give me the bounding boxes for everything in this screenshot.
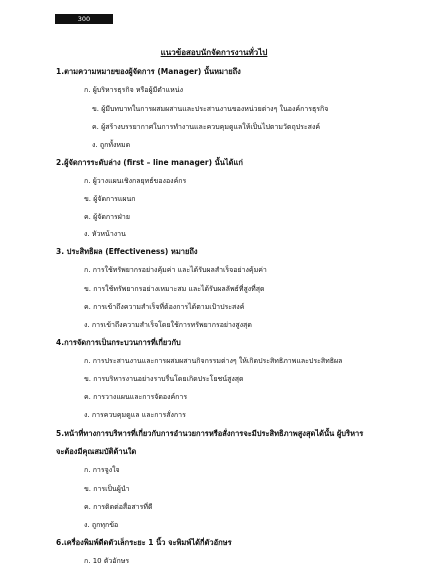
question-5: 5.หน้าที่ทางการบริหารที่เกี่ยวกับการอำนวยการหรือสั่งการจะมีประสิทธิภาพสูงสุดได้นั้น ผู้บริหาร (56, 429, 364, 438)
question-4-option-b: ข. การบริหารงานอย่างราบรื่นโดยเกิดประโยชน์สูงสุด (84, 375, 244, 383)
question-1-option-c: ค. ผู้สร้างบรรยากาศในการทำงานและควบคุมดูแลให้เป็นไปตามวัตถุประสงค์ (92, 123, 321, 131)
question-1-option-d: ง. ถูกทั้งหมด (92, 141, 131, 149)
question-2-option-b: ข. ผู้จัดการแผนก (84, 195, 136, 203)
question-5-option-b: ข. การเป็นผู้นำ (84, 485, 130, 493)
question-2-option-c: ค. ผู้จัดการฝ่าย (84, 213, 130, 221)
question-6: 6.เครื่องพิมพ์ดีดตัวเล็กระยะ 1 นิ้ว จะพิมพ์ได้กี่ตัวอักษร (56, 538, 232, 547)
question-3-option-d: ง. การเข้าถึงความสำเร็จโดยใช้การทรัพยากรอย่างสูงสุด (84, 321, 252, 329)
question-6-option-a: ก. 10 ตัวอักษร (84, 557, 130, 565)
question-2-option-a: ก. ผู้วางแผนเชิงกลยุทธ์ขององค์กร (84, 177, 187, 185)
question-4-option-d: ง. การควบคุมดูแล และการสั่งการ (84, 411, 186, 419)
question-1-option-a: ก. ผู้บริหารธุรกิจ หรือผู้มีตำแหน่ง (84, 86, 183, 94)
question-5-option-d: ง. ถูกทุกข้อ (84, 521, 119, 529)
question-1-option-b: ข. ผู้มีบทบาทในการผสมผสานและประสานงานของหน่วยต่างๆ ในองค์การธุรกิจ (92, 105, 329, 113)
question-2: 2.ผู้จัดการระดับล่าง (first – line manager) นั้นได้แก่ (56, 158, 243, 167)
question-3-option-a: ก. การใช้ทรัพยากรอย่างคุ้มค่า และได้รับผลสำเร็จอย่างคุ้มค่า (84, 266, 267, 274)
question-3-option-b: ข. การใช้ทรัพยากรอย่างเหมาะสม และได้รับผลลัพธ์ที่สูงที่สุด (84, 285, 265, 293)
question-3-option-c: ค. การเข้าถึงความสำเร็จที่ต้องการได้ตามเป้าประสงค์ (84, 303, 245, 311)
question-5-option-a: ก. การจูงใจ (84, 466, 120, 474)
question-1: 1.ตามความหมายของผู้จัดการ (Manager) นั้นหมายถึง (56, 67, 241, 76)
page-number-badge: 300 (55, 14, 113, 24)
question-4-option-a: ก. การประสานงานและการผสมผสานกิจกรรมต่างๆ ให้เกิดประสิทธิภาพและประสิทธิผล (84, 357, 343, 365)
question-4: 4.การจัดการเป็นกระบวนการที่เกี่ยวกับ (56, 338, 181, 347)
document-title: แนวข้อสอบนักจัดการงานทั่วไป (160, 48, 268, 57)
question-4-option-c: ค. การวางแผนและการจัดองค์การ (84, 393, 188, 401)
question-5-line-2: จะต้องมีคุณสมบัติด้านใด (56, 447, 137, 456)
question-5-option-c: ค. การติดต่อสื่อสารที่ดี (84, 503, 153, 511)
question-3: 3. ประสิทธิผล (Effectiveness) หมายถึง (56, 247, 198, 256)
question-2-option-d: ง. หัวหน้างาน (84, 230, 126, 238)
